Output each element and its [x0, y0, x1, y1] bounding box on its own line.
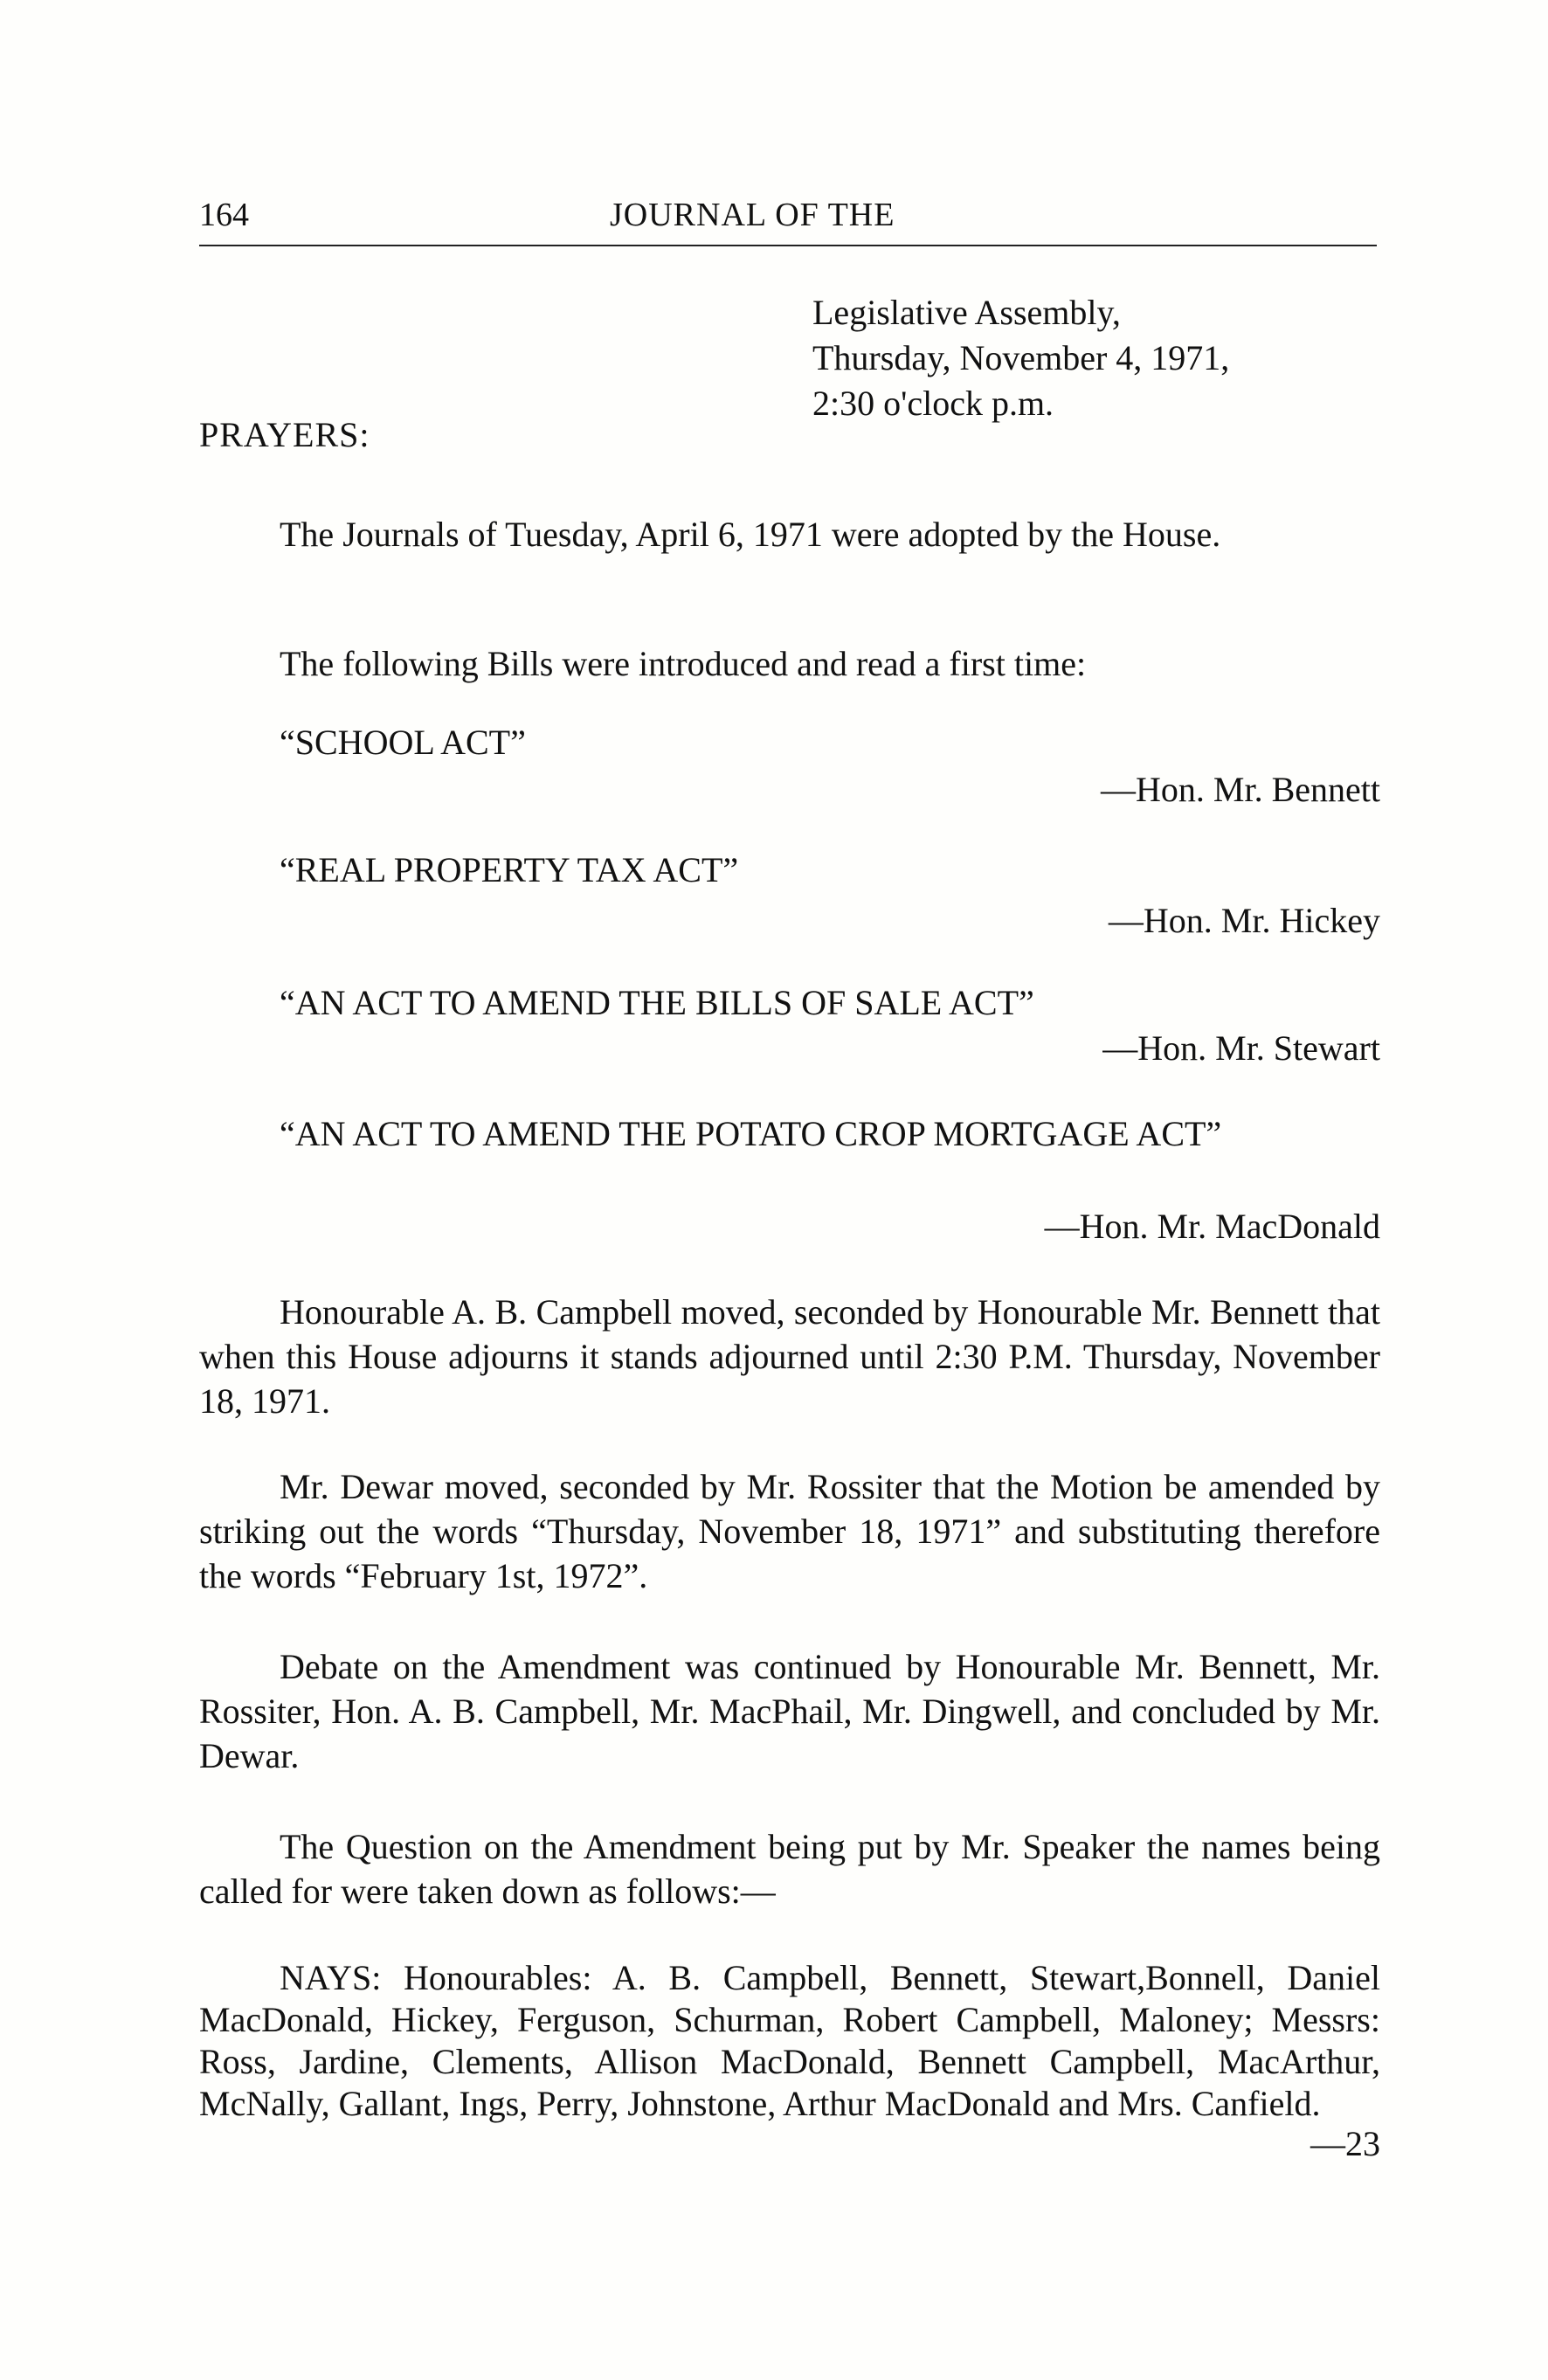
bill-title: “REAL PROPERTY TAX ACT” [280, 850, 739, 889]
motion-paragraph: Honourable A. B. Campbell moved, seconded by Honourable Mr. Bennett that when this House adjourns it stands adjourned until 2:30 P.M. Thursday, November 18, 1971. [199, 1292, 1380, 1421]
bill-title: “AN ACT TO AMEND THE POTATO CROP MORTGAGE ACT” [280, 1114, 1222, 1153]
prayers-heading: PRAYERS: [199, 415, 370, 454]
bill-title: “SCHOOL ACT” [280, 723, 526, 762]
dateline [812, 290, 1229, 426]
nays-list: NAYS: Honourables: A. B. Campbell, Bennett, Stewart,Bonnell, Daniel MacDonald, Hickey, Ferguson, Schurman, Robert Campbell, Maloney; Messrs: Ross, Jardine, Clements, Allison MacDonald, Bennett Campbell, MacArthur, McNally, Gallant, Ings, Perry, Johnstone, Arthur MacDonald and Mrs. Canfield. [199, 1958, 1380, 2123]
bill-sponsor: —Hon. Mr. Stewart [1102, 1028, 1380, 1068]
bills-intro-paragraph: The following Bills were introduced and read a first time: [280, 644, 1087, 683]
dateline-time: 2:30 o'clock p.m. [812, 384, 1054, 423]
bill-sponsor: —Hon. Mr. MacDonald [1044, 1207, 1380, 1246]
page-number: 164 [199, 197, 249, 233]
bill-title: “AN ACT TO AMEND THE BILLS OF SALE ACT” [280, 983, 1034, 1022]
dateline-date: Thursday, November 4, 1971, [812, 338, 1230, 377]
nays-paragraph [199, 1957, 1380, 2125]
bill-sponsor: —Hon. Mr. Bennett [1101, 770, 1380, 809]
nays-count: —23 [1310, 2124, 1380, 2163]
debate-paragraph: Debate on the Amendment was continued by Honourable Mr. Bennett, Mr. Rossiter, Hon. A. B. Campbell, Mr. MacPhail, Mr. Dingwell, and concluded by Mr. Dewar. [199, 1647, 1380, 1775]
journals-adopted-paragraph: The Journals of Tuesday, April 6, 1971 were adopted by the House. [280, 515, 1221, 554]
amendment-paragraph: Mr. Dewar moved, seconded by Mr. Rossiter that the Motion be amended by striking out the words “Thursday, November 18, 1971” and substituting therefore the words “February 1st, 1972”. [199, 1467, 1380, 1595]
page-header [199, 192, 1377, 246]
question-paragraph: The Question on the Amendment being put by Mr. Speaker the names being called for were taken down as follows:— [199, 1827, 1380, 1911]
bill-sponsor: —Hon. Mr. Hickey [1108, 901, 1380, 940]
running-head: JOURNAL OF THE [610, 197, 895, 233]
dateline-assembly: Legislative Assembly, [812, 293, 1121, 332]
